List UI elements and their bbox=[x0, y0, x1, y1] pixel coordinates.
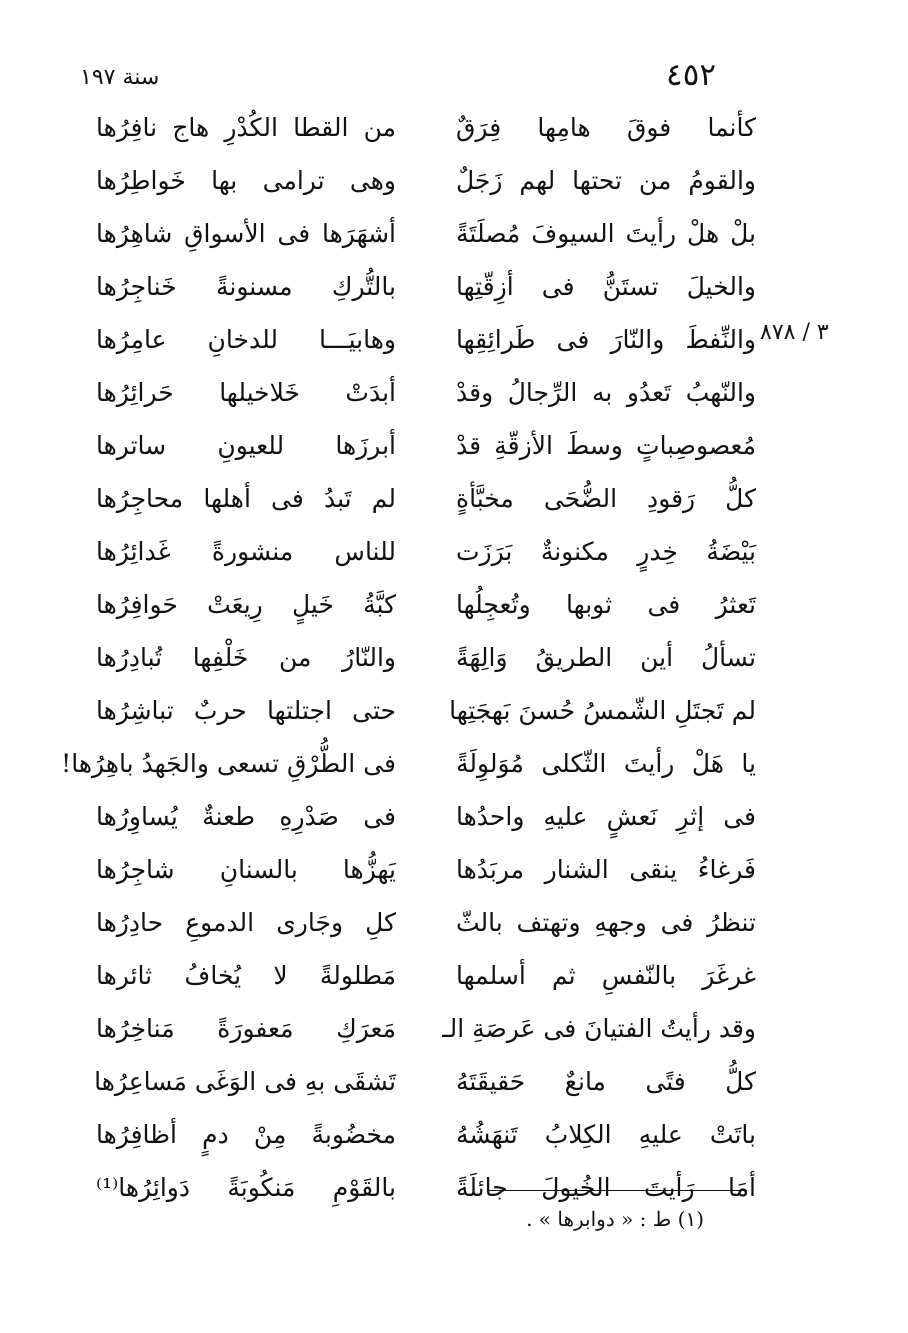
poem-body bbox=[61, 101, 756, 1214]
verse-first-hemistich: كلُّ فتًى مانعٌ حَقيقَتَهُ bbox=[456, 1067, 756, 1096]
verse-second-hemistich: فى الطُّرْقِ تسعى والجَهدُ باهِرُها! bbox=[61, 749, 396, 778]
verse-first-hemistich: باتَتْ عليهِ الكِلابُ تَنهَشُهُ bbox=[456, 1120, 756, 1149]
verse-line bbox=[96, 260, 756, 313]
page-number: ٤٥٢ bbox=[666, 57, 716, 93]
verse-second-hemistich: وهى ترامى بها خَواطِرُها bbox=[96, 166, 396, 195]
verse-first-hemistich: فَرغاءُ ينقى الشنار مربَدُها bbox=[456, 855, 756, 884]
verse-second-hemistich: مخضُوبةً مِنْ دمٍ أظافِرُها bbox=[96, 1120, 396, 1149]
verse-line bbox=[96, 419, 756, 472]
verse-second-hemistich: مَطلولةً لا يُخافُ ثائرها bbox=[96, 961, 396, 990]
verse-line bbox=[96, 578, 756, 631]
verse-second-hemistich: كبَّةُ خَيلٍ رِيعَتْ حَوافِرُها bbox=[96, 590, 396, 619]
verse-second-hemistich: كلِ وجَارى الدموعِ حادِرُها bbox=[96, 908, 396, 937]
verse-second-hemistich: فى صَدْرِهِ طعنةٌ يُساوِرُها bbox=[96, 802, 396, 831]
verse-line bbox=[96, 684, 756, 737]
verse-first-hemistich: والخيلَ تستَنُّ فى أزِقّتِها bbox=[456, 272, 756, 301]
verse-first-hemistich: تَعثرُ فى ثوبها وتُعجِلُها bbox=[456, 590, 756, 619]
verse-second-hemistich: من القطا الكُدْرِ هاج نافِرُها bbox=[96, 113, 396, 142]
verse-first-hemistich: بَيْضَةُ خِدرٍ مكنونةٌ بَرَزَت bbox=[456, 537, 756, 566]
verse-line bbox=[96, 1108, 756, 1161]
verse-second-hemistich: وهابيَـــا للدخانِ عامِرُها bbox=[96, 325, 396, 354]
verse-first-hemistich: أمَا رَأيتَ الخُيولَ جائلَةً bbox=[456, 1173, 756, 1202]
verse-first-hemistich: كأنما فوقَ هامِها فِرَقٌ bbox=[456, 113, 756, 142]
verse-first-hemistich: لم تَجتَلِ الشّمسُ حُسنَ بَهجَتِها bbox=[449, 696, 756, 725]
verse-second-hemistich: والنّارُ من خَلْفِها تُبادِرُها bbox=[96, 643, 396, 672]
verse-second-hemistich: للناس منشورةً غَدائِرُها bbox=[96, 537, 396, 566]
verse-second-hemistich: أبدَتْ خَلاخيلها حَرائِرُها bbox=[96, 378, 396, 407]
verse-second-hemistich: يَهزُّها بالسنانِ شاجِرُها bbox=[96, 855, 396, 884]
verse-first-hemistich: والنّهبُ تَعدُو به الرِّجالُ وقدْ bbox=[456, 378, 756, 407]
verse-second-hemistich: بالتُّركِ مسنونةً خَناجِرُها bbox=[96, 272, 396, 301]
verse-line bbox=[96, 843, 756, 896]
verse-second-hemistich: أشهَرَها فى الأسواقِ شاهِرُها bbox=[96, 219, 396, 248]
verse-line bbox=[96, 207, 756, 260]
verse-first-hemistich: يا هَلْ رأيتَ الثّكلى مُوَلوِلَةً bbox=[456, 749, 756, 778]
verse-first-hemistich: فى إثرِ نَعشٍ عليهِ واحدُها bbox=[456, 802, 756, 831]
verse-line bbox=[96, 896, 756, 949]
verse-first-hemistich: والقومُ من تحتها لهم زَجَلٌ bbox=[456, 166, 756, 195]
verse-second-hemistich: تَشقَى بهِ فى الوَغَى مَساعِرُها bbox=[94, 1067, 396, 1096]
running-header-year: سنة ١٩٧ bbox=[80, 65, 160, 90]
verse-second-hemistich: لم تَبدُ فى أهلها محاجِرُها bbox=[96, 484, 396, 513]
verse-second-hemistich: بالقَوْمِ مَنكُوبَةً دَوائِرُها⁽¹⁾ bbox=[96, 1173, 396, 1202]
verse-line bbox=[96, 790, 756, 843]
verse-line bbox=[96, 472, 756, 525]
verse-line bbox=[96, 1002, 756, 1055]
verse-line bbox=[61, 737, 756, 790]
margin-reference: ٣ / ٨٧٨ bbox=[760, 320, 829, 345]
verse-first-hemistich: بلْ هلْ رأيتَ السيوفَ مُصلَتَةً bbox=[456, 219, 756, 248]
verse-first-hemistich: تسألُ أين الطريقُ وَالِهَةً bbox=[456, 643, 756, 672]
verse-first-hemistich: والنِّفطَ والنّارَ فى طَرائِقِها bbox=[456, 325, 756, 354]
verse-first-hemistich: غرغَرَ بالنّفسِ ثم أسلمها bbox=[456, 961, 756, 990]
verse-line bbox=[96, 154, 756, 207]
verse-line bbox=[96, 101, 756, 154]
verse-first-hemistich: مُعصوصِباتٍ وسطَ الأزقّةِ قدْ bbox=[456, 431, 756, 460]
verse-second-hemistich: مَعرَكِ مَعفورَةً مَناخِرُها bbox=[96, 1014, 396, 1043]
verse-first-hemistich: تنظرُ فى وجههِ وتهتف بالثّ bbox=[456, 908, 756, 937]
verse-second-hemistich: أبرزَها للعيونِ ساترها bbox=[96, 431, 396, 460]
verse-line bbox=[96, 949, 756, 1002]
footnote-divider bbox=[487, 1190, 747, 1191]
verse-line bbox=[96, 313, 756, 366]
verse-line bbox=[96, 631, 756, 684]
verse-line bbox=[96, 525, 756, 578]
verse-first-hemistich: وقد رأيتُ الفتيانَ فى عَرصَةِ الـ bbox=[442, 1014, 756, 1043]
verse-line bbox=[96, 366, 756, 419]
footnote: (١) ط : « دوابرها » . bbox=[526, 1207, 704, 1231]
verse-first-hemistich: كلُّ رَقودِ الضُّحَى مخبَّأةٍ bbox=[456, 484, 756, 513]
verse-second-hemistich: حتى اجتلتها حربٌ تباشِرُها bbox=[96, 696, 396, 725]
verse-line bbox=[96, 1055, 756, 1108]
